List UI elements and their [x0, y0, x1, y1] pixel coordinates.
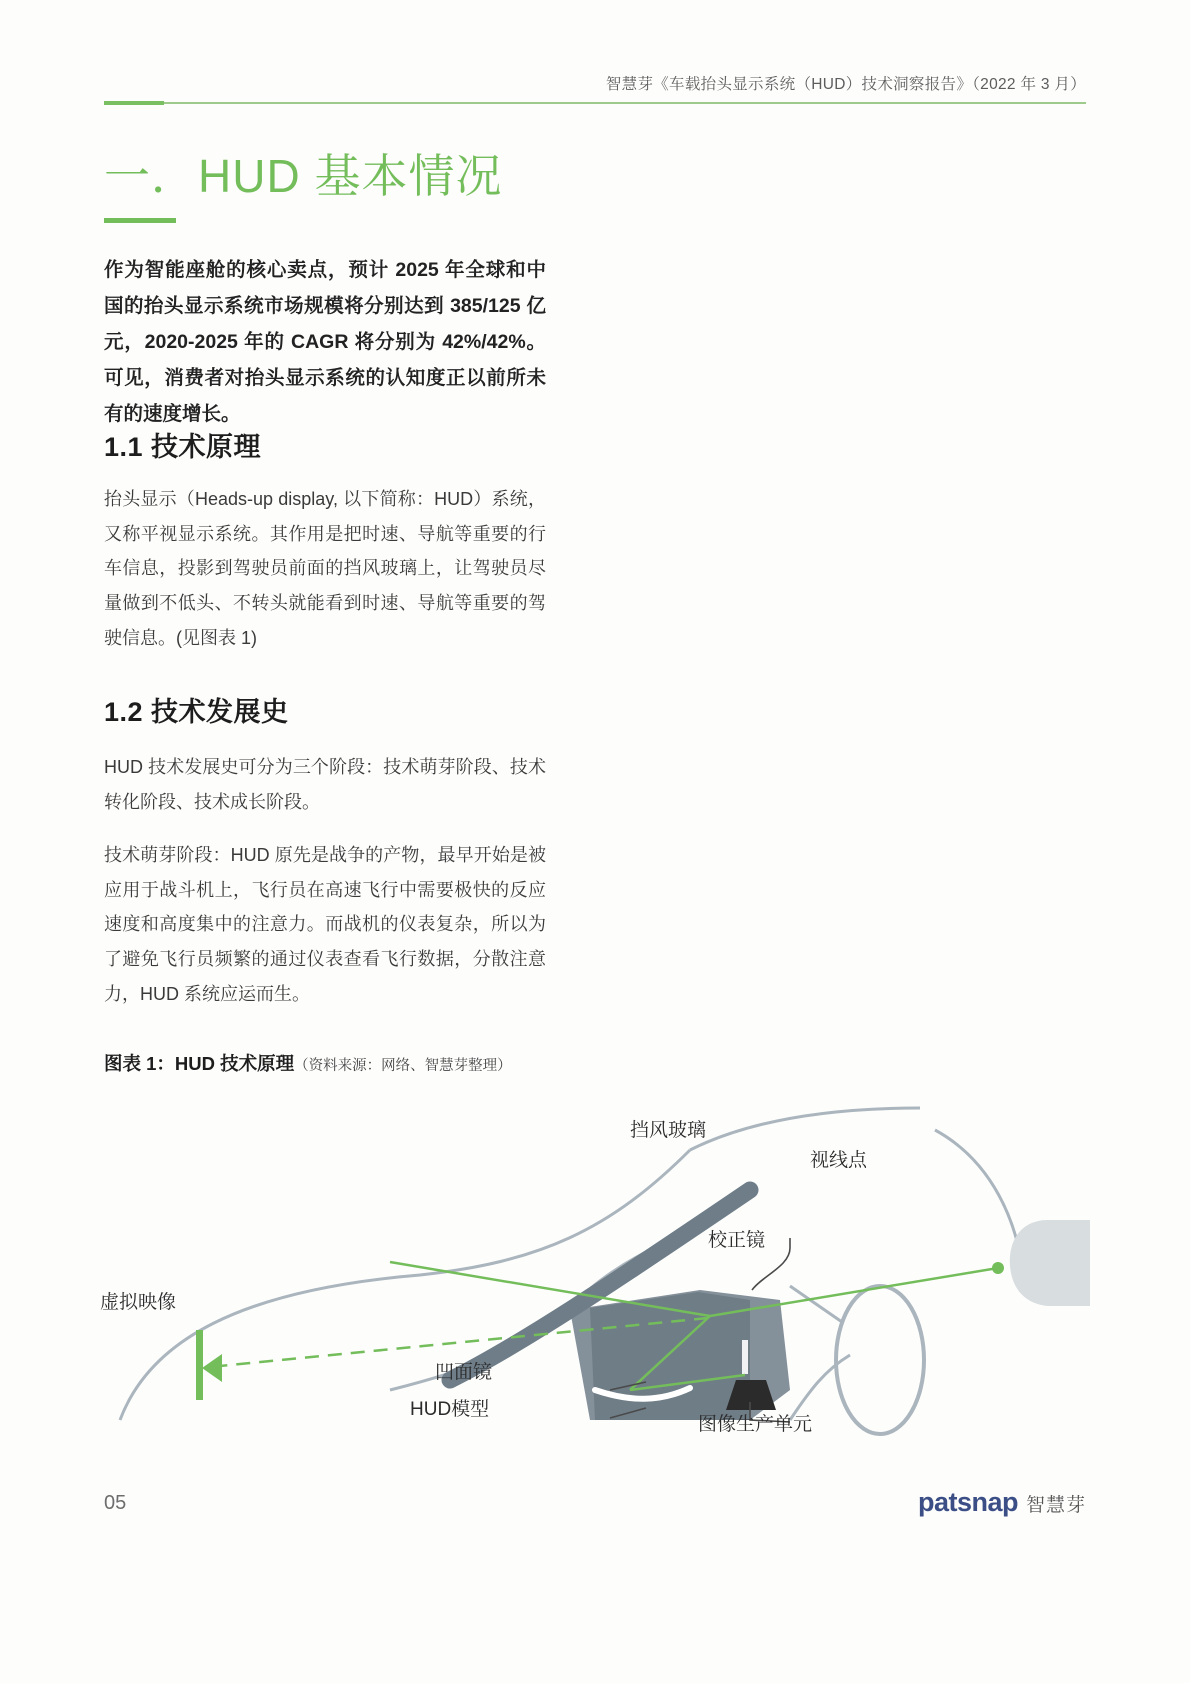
figure-hud-principle [90, 1090, 1100, 1450]
brand-name-cn: 智慧芽 [1025, 1495, 1086, 1516]
chapter-title-underline [104, 218, 176, 223]
lead-paragraph: 作为智能座舱的核心卖点，预计 2025 年全球和中国的抬头显示系统市场规模将分别达到 385/125 亿元，2020-2025 年的 CAGR 将分别为 42%/42%。可见，消费者对抬头显示系统的认知度正以前所未有的速度增长。 [104, 259, 546, 426]
page-header [104, 72, 1086, 106]
figure-label-virtual-image: 虚拟映像 [100, 1292, 177, 1313]
figure-caption-title: 图表 1：HUD 技术原理 [104, 1053, 295, 1074]
figure-label-concave-mirror: 凹面镜 [435, 1362, 493, 1383]
brand-name-en: patsnap [917, 1487, 1018, 1517]
section-body-1-2-a: HUD 技术发展史可分为三个阶段：技术萌芽阶段、技术转化阶段、技术成长阶段。 [104, 757, 546, 812]
section-heading-1-1: 1.1 技术原理 [104, 432, 262, 462]
header-divider [104, 102, 1086, 104]
figure-caption [104, 1050, 546, 1076]
figure-label-windshield: 挡风玻璃 [630, 1120, 707, 1141]
figure-label-hud-model: HUD模型 [410, 1399, 490, 1420]
section-body-1-2-b: 技术萌芽阶段：HUD 原先是战争的产物，最早开始是被应用于战斗机上，飞行员在高速飞行中需要极快的反应速度和高度集中的注意力。而战机的仪表复杂，所以为了避免飞行员频繁的通过仪表查看飞行数据，分散注意力，HUD 系统应运而生。 [104, 845, 546, 1004]
figure-caption-source: （资料来源：网络、智慧芽整理） [294, 1058, 512, 1074]
section-heading-1-2: 1.2 技术发展史 [104, 697, 289, 727]
header-title: 智慧芽《车载抬头显示系统（HUD）技术洞察报告》（2022 年 3 月） [605, 76, 1086, 93]
chapter-title: 一．HUD 基本情况 [104, 150, 503, 202]
page-number: 05 [104, 1492, 127, 1514]
figure-label-eyebox: 视线点 [810, 1150, 868, 1171]
figure-label-pgu: 图像生产单元 [698, 1414, 813, 1435]
brand-logo [918, 1487, 1086, 1518]
figure-label-corrector-mirror: 校正镜 [708, 1230, 766, 1251]
section-body-1-1: 抬头显示（Heads-up display, 以下简称：HUD）系统，又称平视显示系统。其作用是把时速、导航等重要的行车信息，投影到驾驶员前面的挡风玻璃上，让驾驶员尽量做到不低头、不转头就能看到时速、导航等重要的驾驶信息。(见图表 1) [104, 489, 546, 648]
